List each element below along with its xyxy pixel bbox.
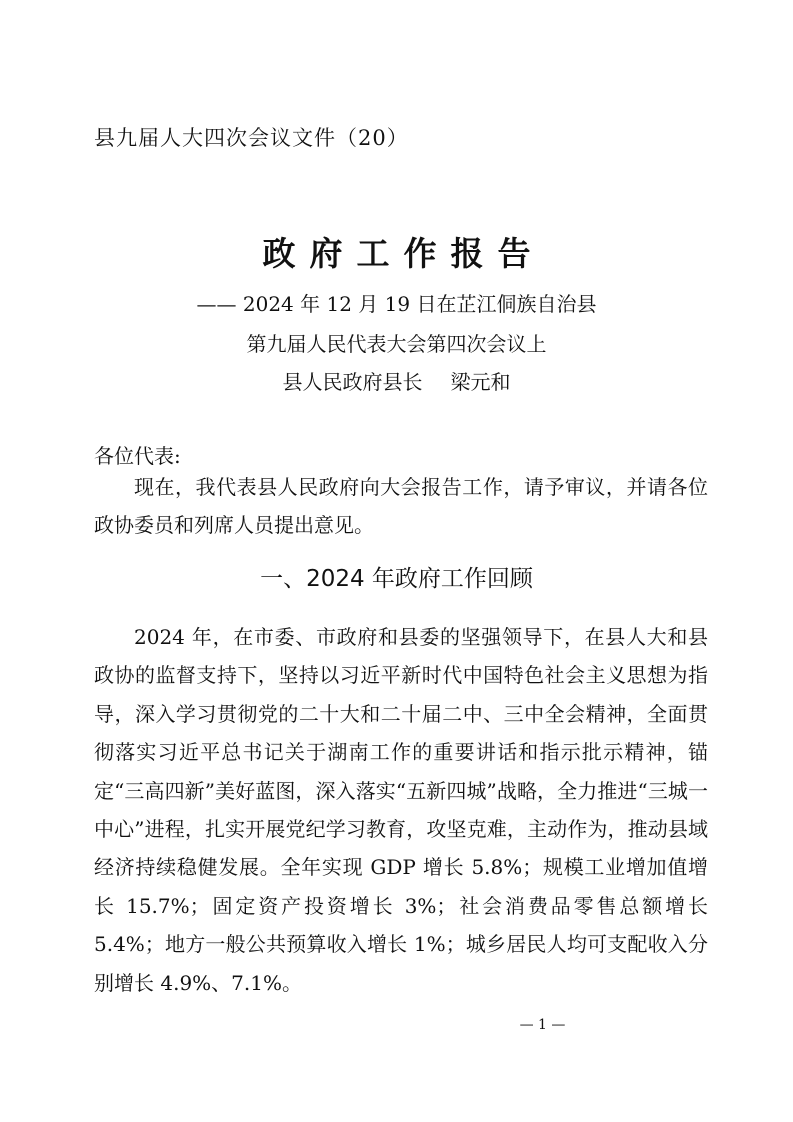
- document-number: 县九届人大四次会议文件（20）: [94, 126, 409, 150]
- speaker-name: 梁元和: [450, 370, 511, 394]
- subtitle-date-venue: —— 2024 年 12 月 19 日在芷江侗族自治县: [196, 292, 597, 316]
- report-title: 政府工作报告: [262, 234, 545, 273]
- speaker-role: 县人民政府县长: [282, 370, 423, 394]
- intro-paragraph: 现在，我代表县人民政府向大会报告工作，请予审议，并请各位政协委员和列席人员提出意见。: [94, 475, 708, 538]
- subtitle-meeting: 第九届人民代表大会第四次会议上: [246, 332, 547, 356]
- greeting: 各位代表:: [94, 444, 181, 468]
- page-number-text: — 1 —: [519, 1017, 566, 1033]
- page-number: [0, 1017, 793, 1033]
- body-paragraph: 2024 年，在市委、市政府和县委的坚强领导下，在县人大和县政协的监督支持下，坚持以习近平新时代中国特色社会主义思想为指导，深入学习贯彻党的二十大和二十届二中、三中全会精神，全面贯彻落实习近平总书记关于湖南工作的重要讲话和指示批示精神，锚定“三高四新”美好蓝图，深入落实“五新四城”战略，全力推进“三城一中心”进程，扎实开展党纪学习教育，攻坚克难，主动作为，推动县域经济持续稳健发展。全年实现 GDP 增长 5.8%；规模工业增加值增长 15.7%；固定资产投资增长 3%；社会消费品零售总额增长 5.4%；地方一般公共预算收入增长 1%；城乡居民人均可支配收入分别增长 4.9%、7.1%。: [94, 625, 708, 995]
- section-heading: 一、2024 年政府工作回顾: [260, 566, 533, 592]
- subtitle-speaker: [0, 366, 793, 395]
